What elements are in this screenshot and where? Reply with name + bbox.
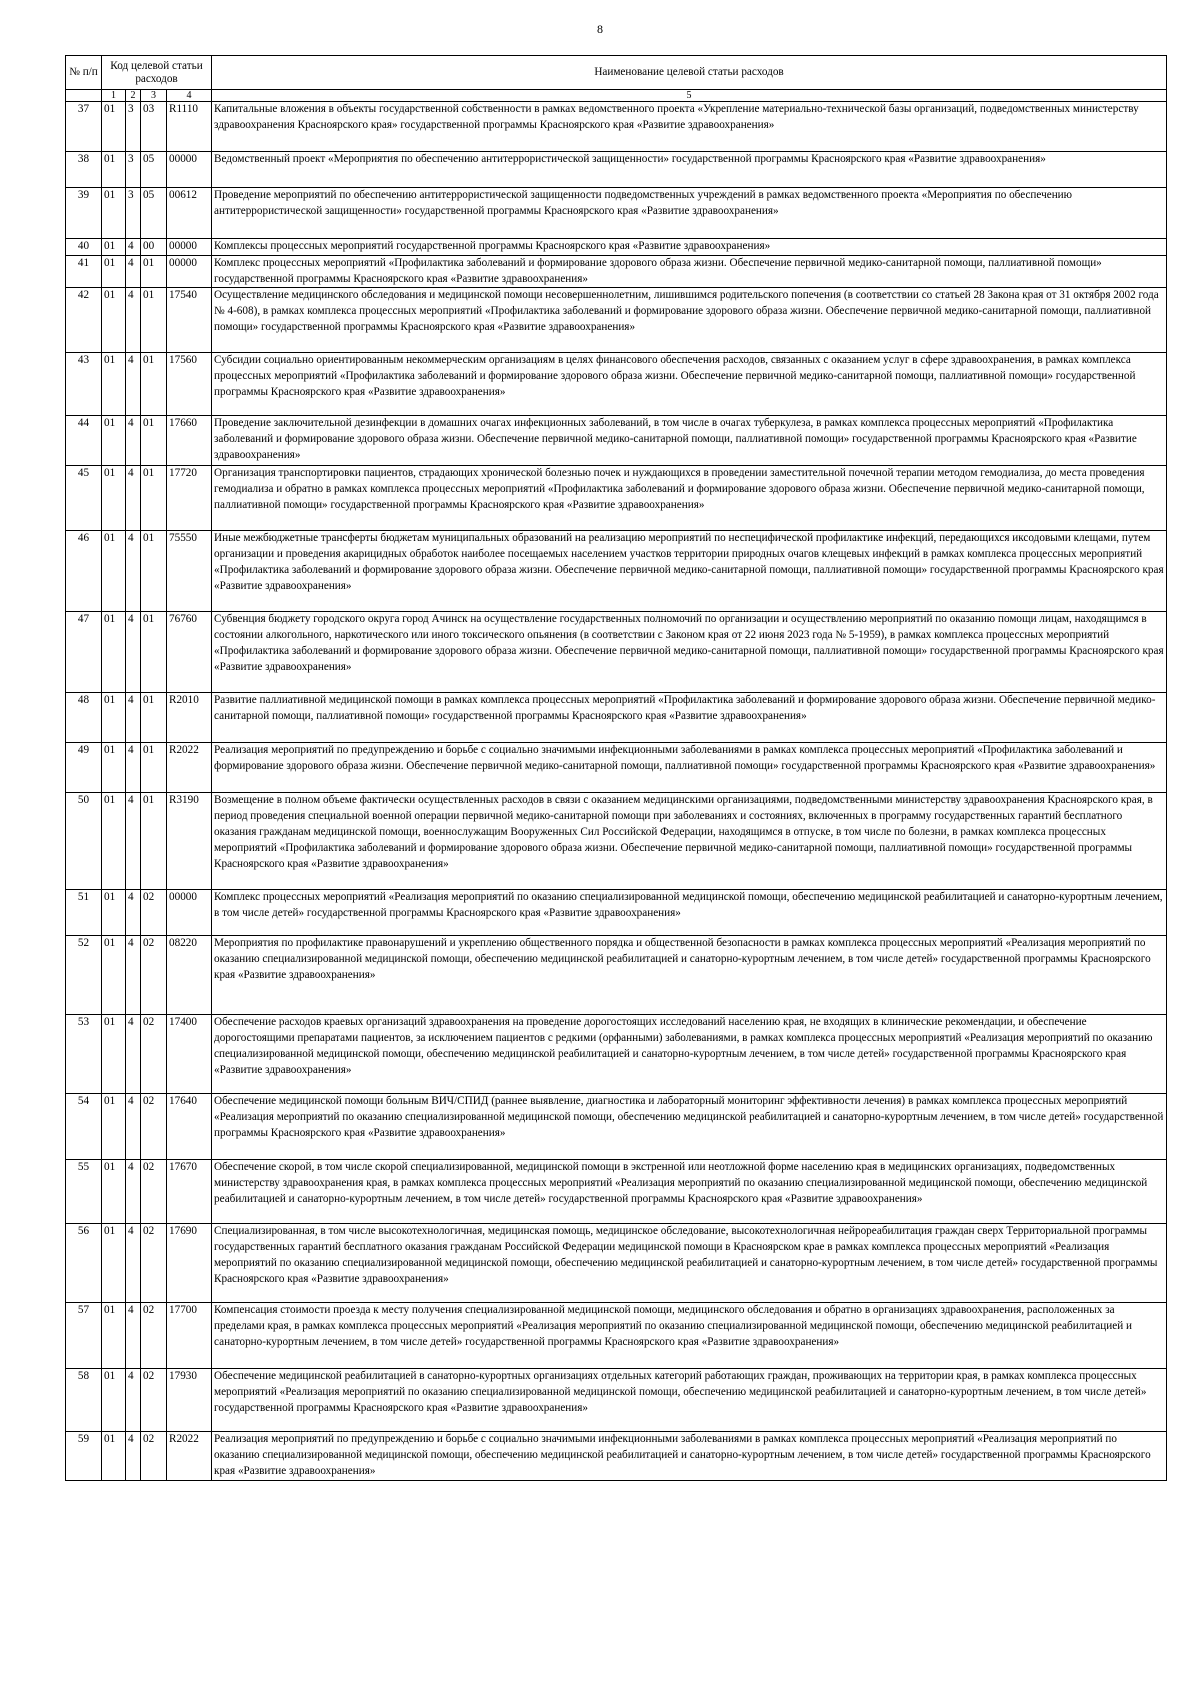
code-direction: 00612 <box>167 188 212 239</box>
code-element: 01 <box>141 743 167 793</box>
table-row <box>66 353 1167 416</box>
row-number: 38 <box>66 152 102 188</box>
row-number: 57 <box>66 1303 102 1369</box>
code-program: 01 <box>102 102 126 152</box>
target-expense-table <box>65 55 1167 1481</box>
code-program: 01 <box>102 612 126 693</box>
code-direction: 17660 <box>167 416 212 466</box>
table-row <box>66 255 1167 288</box>
code-direction: R1110 <box>167 102 212 152</box>
code-direction: 17560 <box>167 353 212 416</box>
code-direction: 08220 <box>167 936 212 1015</box>
table-row <box>66 239 1167 256</box>
code-element: 01 <box>141 288 167 353</box>
row-number: 52 <box>66 936 102 1015</box>
table-row <box>66 188 1167 239</box>
code-element: 02 <box>141 1015 167 1094</box>
expense-name: Иные межбюджетные трансферты бюджетам муниципальных образований на реализацию мероприятий по неспецифической профилактике инфекций, передающихся иксодовыми клещами, путем организации и проведения акарицидных обработок наиболее посещаемых населением участков территории природных очагов клещевых инфекций в рамках комплекса процессных мероприятий «Профилактика заболеваний и формирование здорового образа жизни. Обеспечение первичной медико-санитарной помощи, паллиативной помощи» государственной программы Красноярского края «Развитие здравоохранения» <box>212 531 1167 612</box>
expense-name: Субвенция бюджету городского округа город Ачинск на осуществление государственных полномочий по организации и осуществлению мероприятий по оказанию помощи лицам, находящимся в состоянии алкогольного, наркотического или иного токсического опьянения (в соответствии с Законом края от 22 июня 2023 года № 5-1959), в рамках комплекса процессных мероприятий «Профилактика заболеваний и формирование здорового образа жизни. Обеспечение первичной медико-санитарной помощи, паллиативной помощи» государственной программы Красноярского края «Развитие здравоохранения» <box>212 612 1167 693</box>
code-subprogram: 4 <box>126 612 141 693</box>
header-colnum <box>66 90 102 102</box>
code-subprogram: 4 <box>126 1303 141 1369</box>
row-number: 58 <box>66 1369 102 1432</box>
code-subprogram: 4 <box>126 466 141 531</box>
code-direction: 17700 <box>167 1303 212 1369</box>
code-program: 01 <box>102 152 126 188</box>
code-element: 01 <box>141 693 167 743</box>
code-element: 01 <box>141 612 167 693</box>
row-number: 44 <box>66 416 102 466</box>
header-colnum: 3 <box>141 90 167 102</box>
code-element: 02 <box>141 1369 167 1432</box>
code-subprogram: 4 <box>126 1094 141 1160</box>
code-program: 01 <box>102 188 126 239</box>
expense-name: Организация транспортировки пациентов, страдающих хронической болезнью почек и нуждающихся в проведении заместительной почечной терапии методом гемодиализа, до места проведения гемодиализа и обратно в рамках комплекса процессных мероприятий «Профилактика заболеваний и формирование здорового образа жизни. Обеспечение первичной медико-санитарной помощи, паллиативной помощи» государственной программы Красноярского края «Развитие здравоохранения» <box>212 466 1167 531</box>
row-number: 41 <box>66 255 102 288</box>
code-element: 02 <box>141 936 167 1015</box>
code-element: 05 <box>141 188 167 239</box>
table-row <box>66 1303 1167 1369</box>
code-subprogram: 4 <box>126 1224 141 1303</box>
header-colnum: 2 <box>126 90 141 102</box>
code-subprogram: 4 <box>126 793 141 890</box>
code-program: 01 <box>102 693 126 743</box>
code-direction: 76760 <box>167 612 212 693</box>
expense-name: Возмещение в полном объеме фактически осуществленных расходов в связи с оказанием медицинскими организациями, подведомственными министерству здравоохранения Красноярского края, в период проведения специальной военной операции первичной медико-санитарной помощи при заболеваниях и состояниях, включенных в программу государственных гарантий бесплатного оказания гражданам медицинской помощи, военнослужащим Вооруженных Сил Российской Федерации, находящимся в отпуске, в том числе по болезни, в рамках комплекса процессных мероприятий «Профилактика заболеваний и формирование здорового образа жизни. Обеспечение первичной медико-санитарной помощи, паллиативной помощи» государственной программы Красноярского края «Развитие здравоохранения» <box>212 793 1167 890</box>
expense-name: Комплексы процессных мероприятий государственной программы Красноярского края «Развитие здравоохранения» <box>212 239 1167 256</box>
code-subprogram: 4 <box>126 416 141 466</box>
code-element: 00 <box>141 239 167 256</box>
expense-name: Осуществление медицинского обследования и медицинской помощи несовершеннолетним, лишившимся родительского попечения (в соответствии со статьей 28 Закона края от 31 октября 2002 года № 4-608), в рамках комплекса процессных мероприятий «Профилактика заболеваний и формирование здорового образа жизни. Обеспечение первичной медико-санитарной помощи, паллиативной помощи» государственной программы Красноярского края «Развитие здравоохранения» <box>212 288 1167 353</box>
code-program: 01 <box>102 1303 126 1369</box>
table-row <box>66 1160 1167 1224</box>
code-direction: 17930 <box>167 1369 212 1432</box>
table-row <box>66 531 1167 612</box>
code-subprogram: 4 <box>126 693 141 743</box>
page-number: 8 <box>597 22 603 36</box>
table-row <box>66 466 1167 531</box>
table-row <box>66 1432 1167 1481</box>
header-num: № п/п <box>66 56 102 90</box>
code-program: 01 <box>102 1432 126 1481</box>
code-program: 01 <box>102 1094 126 1160</box>
code-program: 01 <box>102 793 126 890</box>
row-number: 55 <box>66 1160 102 1224</box>
row-number: 54 <box>66 1094 102 1160</box>
code-element: 01 <box>141 466 167 531</box>
code-element: 01 <box>141 353 167 416</box>
code-direction: 17670 <box>167 1160 212 1224</box>
code-subprogram: 4 <box>126 743 141 793</box>
expense-name: Комплекс процессных мероприятий «Профилактика заболеваний и формирование здорового образа жизни. Обеспечение первичной медико-санитарной помощи, паллиативной помощи» государственной программы Красноярского края «Развитие здравоохранения» <box>212 255 1167 288</box>
code-subprogram: 4 <box>126 1160 141 1224</box>
table-row <box>66 612 1167 693</box>
code-subprogram: 4 <box>126 288 141 353</box>
code-direction: 17720 <box>167 466 212 531</box>
table-row <box>66 288 1167 353</box>
table-body <box>66 102 1167 1481</box>
expense-name: Ведомственный проект «Мероприятия по обеспечению антитеррористической защищенности» государственной программы Красноярского края «Развитие здравоохранения» <box>212 152 1167 188</box>
code-program: 01 <box>102 936 126 1015</box>
code-element: 02 <box>141 1303 167 1369</box>
expense-name: Обеспечение расходов краевых организаций здравоохранения на проведение дорогостоящих исследований населению края, не входящих в клинические рекомендации, и обеспечение дорогостоящими препаратами пациентов, за исключением пациентов с редкими (орфанными) заболеваниями, в рамках комплекса процессных мероприятий «Реализация мероприятий по оказанию специализированной медицинской помощи, обеспечению медицинской реабилитацией и санаторно-курортным лечением, в том числе детей» государственной программы Красноярского края «Развитие здравоохранения» <box>212 1015 1167 1094</box>
code-subprogram: 4 <box>126 531 141 612</box>
code-subprogram: 3 <box>126 152 141 188</box>
code-direction: 17690 <box>167 1224 212 1303</box>
table-row <box>66 743 1167 793</box>
expense-name: Проведение мероприятий по обеспечению антитеррористической защищенности подведомственных учреждений в рамках ведомственного проекта «Мероприятия по обеспечению антитеррористической защищенности» государственной программы Красноярского края «Развитие здравоохранения» <box>212 188 1167 239</box>
code-subprogram: 3 <box>126 102 141 152</box>
table-row <box>66 152 1167 188</box>
row-number: 39 <box>66 188 102 239</box>
code-element: 02 <box>141 1224 167 1303</box>
code-program: 01 <box>102 255 126 288</box>
code-subprogram: 3 <box>126 188 141 239</box>
table-row <box>66 1224 1167 1303</box>
row-number: 53 <box>66 1015 102 1094</box>
table-row <box>66 416 1167 466</box>
code-element: 01 <box>141 416 167 466</box>
code-program: 01 <box>102 466 126 531</box>
code-subprogram: 4 <box>126 255 141 288</box>
code-direction: 00000 <box>167 239 212 256</box>
code-direction: R2022 <box>167 743 212 793</box>
code-element: 01 <box>141 255 167 288</box>
row-number: 49 <box>66 743 102 793</box>
expense-name: Мероприятия по профилактике правонарушений и укреплению общественного порядка и общественной безопасности в рамках комплекса процессных мероприятий «Реализация мероприятий по оказанию специализированной медицинской помощи, обеспечению медицинской реабилитацией и санаторно-курортным лечением, в том числе детей» государственной программы Красноярского края «Развитие здравоохранения» <box>212 936 1167 1015</box>
row-number: 48 <box>66 693 102 743</box>
code-program: 01 <box>102 1224 126 1303</box>
table-row <box>66 936 1167 1015</box>
expense-name: Обеспечение медицинской помощи больным ВИЧ/СПИД (раннее выявление, диагностика и лабораторный мониторинг эффективности лечения) в рамках комплекса процессных мероприятий «Реализация мероприятий по оказанию специализированной медицинской помощи, обеспечению медицинской реабилитацией и санаторно-курортным лечением, в том числе детей» государственной программы Красноярского края «Развитие здравоохранения» <box>212 1094 1167 1160</box>
expense-name: Специализированная, в том числе высокотехнологичная, медицинская помощь, медицинское обследование, высокотехнологичная нейрореабилитация граждан сверх Территориальной программы государственных гарантий бесплатного оказания гражданам Российской Федерации медицинской помощи в Красноярском крае в рамках комплекса процессных мероприятий «Реализация мероприятий по оказанию специализированной медицинской помощи, обеспечению медицинской реабилитацией и санаторно-курортным лечением, в том числе детей» государственной программы Красноярского края «Развитие здравоохранения» <box>212 1224 1167 1303</box>
table-row <box>66 890 1167 936</box>
code-element: 05 <box>141 152 167 188</box>
table-row <box>66 693 1167 743</box>
code-element: 02 <box>141 1094 167 1160</box>
table-row <box>66 1015 1167 1094</box>
row-number: 46 <box>66 531 102 612</box>
table-row <box>66 102 1167 152</box>
code-element: 02 <box>141 1432 167 1481</box>
code-subprogram: 4 <box>126 1015 141 1094</box>
code-program: 01 <box>102 1160 126 1224</box>
table-row <box>66 1094 1167 1160</box>
code-direction: 00000 <box>167 255 212 288</box>
row-number: 43 <box>66 353 102 416</box>
code-subprogram: 4 <box>126 1369 141 1432</box>
header-colnum: 4 <box>167 90 212 102</box>
row-number: 45 <box>66 466 102 531</box>
row-number: 51 <box>66 890 102 936</box>
header-colnum: 5 <box>212 90 1167 102</box>
code-element: 01 <box>141 531 167 612</box>
code-element: 02 <box>141 890 167 936</box>
code-direction: R3190 <box>167 793 212 890</box>
code-direction: 00000 <box>167 152 212 188</box>
code-direction: 17400 <box>167 1015 212 1094</box>
expense-name: Комплекс процессных мероприятий «Реализация мероприятий по оказанию специализированной медицинской помощи, обеспечению медицинской реабилитацией и санаторно-курортным лечением, в том числе детей» государственной программы Красноярского края «Развитие здравоохранения» <box>212 890 1167 936</box>
code-program: 01 <box>102 239 126 256</box>
code-element: 02 <box>141 1160 167 1224</box>
expense-name: Компенсация стоимости проезда к месту получения специализированной медицинской помощи, медицинского обследования и обратно в организациях здравоохранения, расположенных за пределами края, в рамках комплекса процессных мероприятий «Реализация мероприятий по оказанию специализированной медицинской помощи, обеспечению медицинской реабилитацией и санаторно-курортным лечением, в том числе детей» государственной программы Красноярского края «Развитие здравоохранения» <box>212 1303 1167 1369</box>
header-name: Наименование целевой статьи расходов <box>212 56 1167 90</box>
code-program: 01 <box>102 890 126 936</box>
expense-name: Реализация мероприятий по предупреждению и борьбе с социально значимыми инфекционными заболеваниями в рамках комплекса процессных мероприятий «Реализация мероприятий по оказанию специализированной медицинской помощи, обеспечению медицинской реабилитацией и санаторно-курортным лечением, в том числе детей» государственной программы Красноярского края «Развитие здравоохранения» <box>212 1432 1167 1481</box>
row-number: 42 <box>66 288 102 353</box>
code-subprogram: 4 <box>126 1432 141 1481</box>
code-direction: 75550 <box>167 531 212 612</box>
code-program: 01 <box>102 288 126 353</box>
row-number: 47 <box>66 612 102 693</box>
code-subprogram: 4 <box>126 353 141 416</box>
code-direction: R2010 <box>167 693 212 743</box>
code-subprogram: 4 <box>126 936 141 1015</box>
header-code: Код целевой статьи расходов <box>102 56 212 90</box>
table-row <box>66 1369 1167 1432</box>
code-program: 01 <box>102 416 126 466</box>
row-number: 59 <box>66 1432 102 1481</box>
table-row <box>66 793 1167 890</box>
header-colnum: 1 <box>102 90 126 102</box>
code-direction: 00000 <box>167 890 212 936</box>
expense-name: Капитальные вложения в объекты государственной собственности в рамках ведомственного проекта «Укрепление материально-технической базы организаций, подведомственных министерству здравоохранения Красноярского края» государственной программы Красноярского края «Развитие здравоохранения» <box>212 102 1167 152</box>
code-program: 01 <box>102 743 126 793</box>
code-subprogram: 4 <box>126 239 141 256</box>
row-number: 50 <box>66 793 102 890</box>
expense-name: Реализация мероприятий по предупреждению и борьбе с социально значимыми инфекционными заболеваниями в рамках комплекса процессных мероприятий «Профилактика заболеваний и формирование здорового образа жизни. Обеспечение первичной медико-санитарной помощи, паллиативной помощи» государственной программы Красноярского края «Развитие здравоохранения» <box>212 743 1167 793</box>
expense-name: Проведение заключительной дезинфекции в домашних очагах инфекционных заболеваний, в том числе в очагах туберкулеза, в рамках комплекса процессных мероприятий «Профилактика заболеваний и формирование здорового образа жизни. Обеспечение первичной медико-санитарной помощи, паллиативной помощи» государственной программы Красноярского края «Развитие здравоохранения» <box>212 416 1167 466</box>
code-direction: R2022 <box>167 1432 212 1481</box>
expense-name: Развитие паллиативной медицинской помощи в рамках комплекса процессных мероприятий «Профилактика заболеваний и формирование здорового образа жизни. Обеспечение первичной медико-санитарной помощи, паллиативной помощи» государственной программы Красноярского края «Развитие здравоохранения» <box>212 693 1167 743</box>
expense-name: Обеспечение медицинской реабилитацией в санаторно-курортных организациях отдельных категорий работающих граждан, проживающих на территории края, в рамках комплекса процессных мероприятий «Реализация мероприятий по оказанию специализированной медицинской помощи, обеспечению медицинской реабилитацией и санаторно-курортным лечением, в том числе детей» государственной программы Красноярского края «Развитие здравоохранения» <box>212 1369 1167 1432</box>
code-program: 01 <box>102 1369 126 1432</box>
code-program: 01 <box>102 353 126 416</box>
code-direction: 17640 <box>167 1094 212 1160</box>
code-subprogram: 4 <box>126 890 141 936</box>
code-direction: 17540 <box>167 288 212 353</box>
row-number: 56 <box>66 1224 102 1303</box>
code-program: 01 <box>102 1015 126 1094</box>
row-number: 37 <box>66 102 102 152</box>
expense-name: Обеспечение скорой, в том числе скорой специализированной, медицинской помощи в экстренной или неотложной форме населению края в медицинских организациях, подведомственных министерству здравоохранения края, в рамках комплекса процессных мероприятий «Реализация мероприятий по оказанию специализированной медицинской помощи, обеспечению медицинской реабилитацией и санаторно-курортным лечением, в том числе детей» государственной программы Красноярского края «Развитие здравоохранения» <box>212 1160 1167 1224</box>
expense-name: Субсидии социально ориентированным некоммерческим организациям в целях финансового обеспечения расходов, связанных с оказанием услуг в сфере здравоохранения, в рамках комплекса процессных мероприятий «Профилактика заболеваний и формирование здорового образа жизни. Обеспечение первичной медико-санитарной помощи, паллиативной помощи» государственной программы Красноярского края «Развитие здравоохранения» <box>212 353 1167 416</box>
code-element: 01 <box>141 793 167 890</box>
code-program: 01 <box>102 531 126 612</box>
code-element: 03 <box>141 102 167 152</box>
row-number: 40 <box>66 239 102 256</box>
